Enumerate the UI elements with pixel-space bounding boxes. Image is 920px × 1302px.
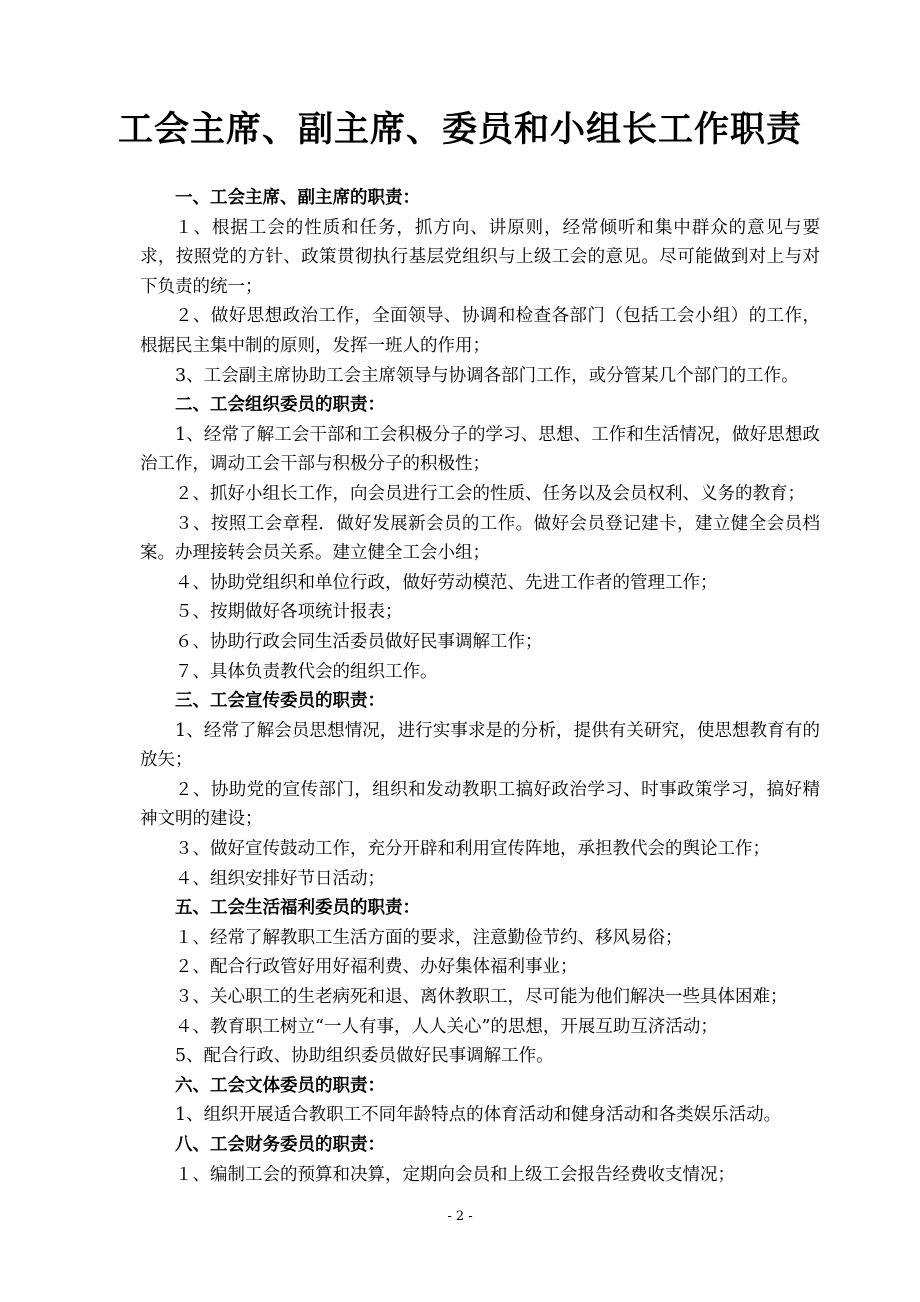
paragraph: 5、配合行政、协助组织委员做好民事调解工作。: [175, 1046, 554, 1067]
page-number: - 2 -: [447, 1209, 473, 1224]
document-body: [140, 184, 820, 1190]
paragraph: １、经常了解教职工生活方面的要求，注意勤俭节约、移风易俗；: [175, 927, 683, 948]
section-heading: 一、工会主席、副主席的职责：: [175, 188, 420, 208]
section-heading: 二、工会组织委员的职责：: [175, 395, 385, 416]
paragraph: 3、工会副主席协助工会主席领导与协调各部门工作，或分管某几个部门的工作。: [175, 365, 799, 386]
paragraph: １、根据工会的性质和任务，抓方向、讲原则，经常倾听和集中群众的意见与要求，按照党的方针、政策贯彻执行基层党组织与上级工会的意见。尽可能做到对上与对下负责的统一；: [140, 217, 820, 297]
paragraph: ４、教育职工树立“一人有事，人人关心”的思想，开展互助互济活动；: [175, 1016, 718, 1037]
paragraph: ４、协助党组织和单位行政，做好劳动模范、先进工作者的管理工作；: [175, 572, 718, 593]
paragraph: ３、按照工会章程．做好发展新会员的工作。做好会员登记建卡，建立健全会员档案。办理接转会员关系。建立健全工会小组；: [140, 513, 820, 564]
paragraph: ２、配合行政管好用好福利费、办好集体福利事业；: [175, 957, 578, 978]
document-title: 工会主席、副主席、委员和小组长工作职责: [117, 109, 802, 150]
paragraph: 1、经常了解工会干部和工会积极分子的学习、思想、工作和生活情况，做好思想政治工作，调动工会干部与积极分子的积极性；: [140, 424, 820, 475]
paragraph: ２、抓好小组长工作，向会员进行工会的性质、任务以及会员权利、义务的教育；: [175, 483, 805, 504]
section-heading: 五、工会生活福利委员的职责：: [175, 898, 420, 919]
paragraph: ３、关心职工的生老病死和退、离休教职工，尽可能为他们解决一些具体困难；: [175, 987, 788, 1008]
paragraph: ３、做好宣传鼓动工作，充分开辟和利用宣传阵地，承担教代会的舆论工作；: [175, 839, 770, 860]
section-heading: 三、工会宣传委员的职责：: [175, 691, 385, 712]
paragraph: ２、协助党的宣传部门，组织和发动教职工搞好政治学习、时事政策学习，搞好精神文明的建设；: [140, 779, 820, 830]
paragraph: ５、按期做好各项统计报表；: [175, 602, 403, 623]
paragraph: ６、协助行政会同生活委员做好民事调解工作；: [175, 631, 543, 652]
paragraph: 1、经常了解会员思想情况，进行实事求是的分析，提供有关研究，使思想教育有的放矢；: [140, 720, 820, 771]
paragraph: ７、具体负责教代会的组织工作。: [175, 661, 438, 682]
paragraph: １、编制工会的预算和决算，定期向会员和上级工会报告经费收支情况；: [175, 1164, 735, 1185]
paragraph: ４、组织安排好节日活动；: [175, 868, 385, 889]
section-heading: 八、工会财务委员的职责：: [175, 1135, 385, 1155]
paragraph: ２、做好思想政治工作，全面领导、协调和检查各部门（包括工会小组）的工作，根据民主集中制的原则，发挥一班人的作用；: [140, 306, 820, 356]
paragraph: 1、组织开展适合教职工不同年龄特点的体育活动和健身活动和各类娱乐活动。: [175, 1105, 782, 1126]
section-heading: 六、工会文体委员的职责：: [175, 1075, 385, 1096]
